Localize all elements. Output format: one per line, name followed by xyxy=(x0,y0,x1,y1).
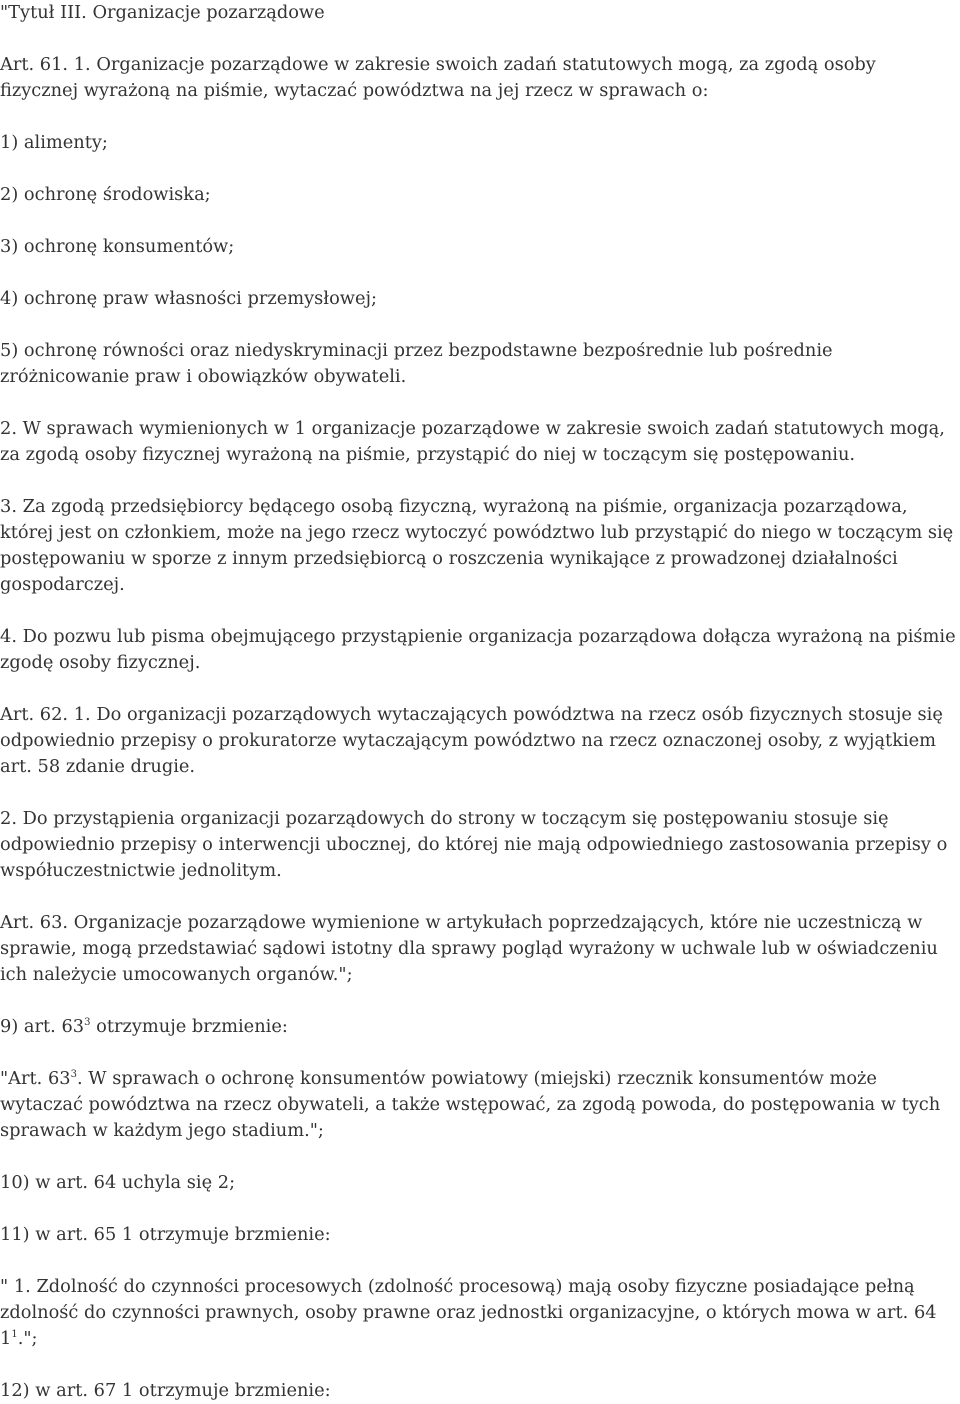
art-63-3-superscript: 3 xyxy=(70,1069,77,1080)
art-62-par-2: 2. Do przystąpienia organizacji pozarządowych do strony w toczącym się postępowaniu stosuje się odpowiednio przepisy o interwencji ubocznej, do której nie mają odpowiedniego zastosowania przepisy o współuczestnictwie jednolitym. xyxy=(0,808,948,881)
item-9 xyxy=(0,1014,958,1040)
art-63-3-heading: "Art. 63 xyxy=(0,1068,71,1089)
list-item-4: 4) ochronę praw własności przemysłowej; xyxy=(0,288,378,309)
art-65-par-1-superscript: 1 xyxy=(11,1329,18,1340)
list-item-2: 2) ochronę środowiska; xyxy=(0,184,211,205)
item-9-text: 9) art. 63 xyxy=(0,1016,85,1037)
item-11: 11) w art. 65 1 otrzymuje brzmienie: xyxy=(0,1224,331,1245)
art-63: Art. 63. Organizacje pozarządowe wymienione w artykułach poprzedzających, które nie uczestniczą w sprawie, mogą przedstawiać sądowi istotny dla sprawy pogląd wyrażony w uchwale lub w oświadczeniu ich należycie umocowanych organów."; xyxy=(0,912,938,985)
item-9-rest: otrzymuje brzmienie: xyxy=(90,1016,288,1037)
item-12: 12) w art. 67 1 otrzymuje brzmienie: xyxy=(0,1380,331,1401)
art-65-par-1 xyxy=(0,1274,958,1352)
title-line: "Tytuł III. Organizacje pozarządowe xyxy=(0,2,325,23)
art-61-par-4: 4. Do pozwu lub pisma obejmującego przystąpienie organizacja pozarządowa dołącza wyrażoną na piśmie zgodę osoby fizycznej. xyxy=(0,626,956,673)
art-65-par-1-end: ."; xyxy=(17,1328,38,1349)
list-item-1: 1) alimenty; xyxy=(0,132,108,153)
item-10: 10) w art. 64 uchyla się 2; xyxy=(0,1172,236,1193)
art-63-3 xyxy=(0,1066,958,1144)
list-item-3: 3) ochronę konsumentów; xyxy=(0,236,235,257)
art-61-par-3: 3. Za zgodą przedsiębiorcy będącego osobą fizyczną, wyrażoną na piśmie, organizacja pozarządowa, której jest on członkiem, może na jego rzecz wytoczyć powództwo lub przystąpić do niego w toczącym się postępowaniu w sporze z innym przedsiębiorcą o roszczenia wynikające z prowadzonej działalności gospodarczej. xyxy=(0,496,954,595)
art-62-par-1: Art. 62. 1. Do organizacji pozarządowych wytaczających powództwa na rzecz osób fizycznych stosuje się odpowiednio przepisy o prokuratorze wytaczającym powództwo na rzecz oznaczonej osoby, z wyjątkiem art. 58 zdanie drugie. xyxy=(0,704,943,777)
list-item-5: 5) ochronę równości oraz niedyskryminacji przez bezpodstawne bezpośrednie lub pośrednie zróżnicowanie praw i obowiązków obywateli. xyxy=(0,340,833,387)
art-61-par-2: 2. W sprawach wymienionych w 1 organizacje pozarządowe w zakresie swoich zadań statutowych mogą, za zgodą osoby fizycznej wyrażoną na piśmie, przystąpić do niej w toczącym się postępowaniu. xyxy=(0,418,945,465)
art-61-par-1: Art. 61. 1. Organizacje pozarządowe w zakresie swoich zadań statutowych mogą, za zgodą osoby fizycznej wyrażoną na piśmie, wytaczać powództwa na jej rzecz w sprawach o: xyxy=(0,54,876,101)
art-65-par-1-text: " 1. Zdolność do czynności procesowych (zdolność procesową) mają osoby fizyczne posiadające pełną zdolność do czynności prawnych, osoby prawne oraz jednostki organizacyjne, o których mowa w art. 64 1 xyxy=(0,1276,937,1349)
item-9-superscript: 3 xyxy=(84,1017,91,1028)
art-63-3-text: . W sprawach o ochronę konsumentów powiatowy (miejski) rzecznik konsumentów może wytaczać powództwa na rzecz obywateli, a także wstępować, za zgodą powoda, do postępowania w tych sprawach w każdym jego stadium."; xyxy=(0,1068,941,1141)
